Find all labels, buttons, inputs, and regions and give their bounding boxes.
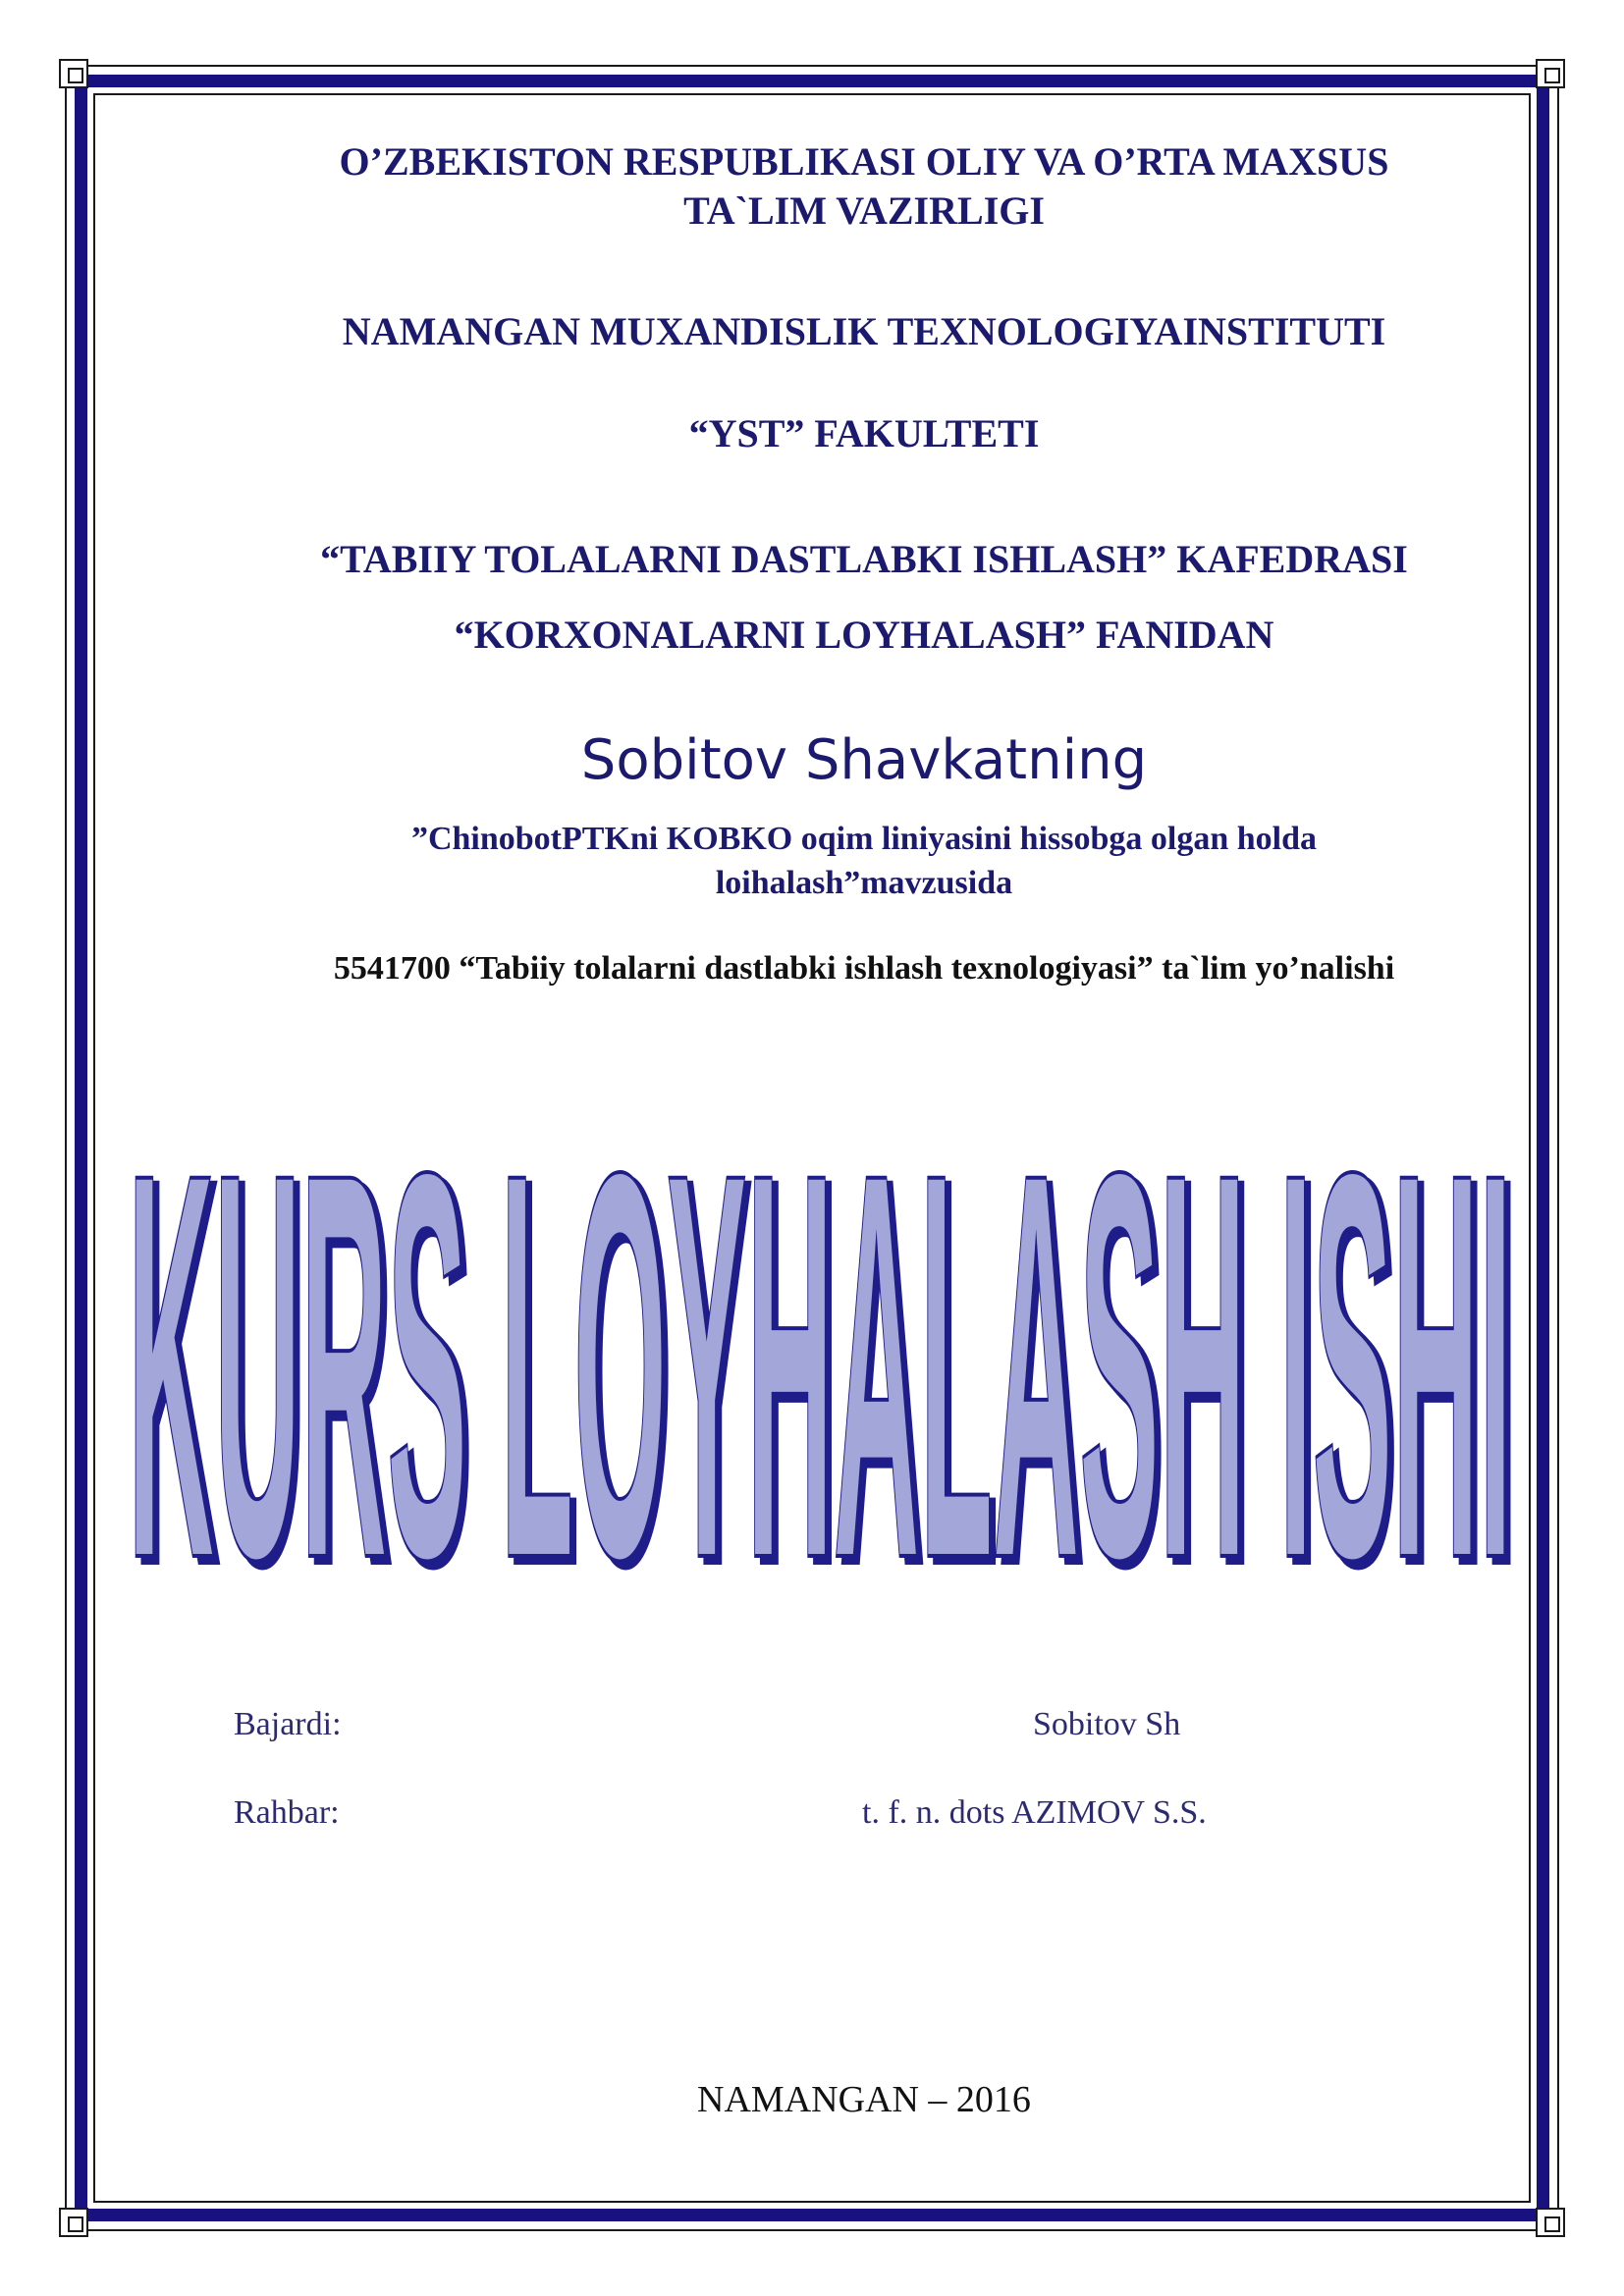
corner-ornament — [1536, 59, 1565, 88]
svg-text:KURS LOYHALASH ISHI: KURS LOYHALASH ISHI — [134, 1064, 1518, 1679]
city-year: NAMANGAN – 2016 — [697, 2079, 1031, 2120]
course-project-title-text: KURS LOYHALASH ISHI — [128, 1058, 1512, 1673]
department-name: “TABIIY TOLALARNI DASTLABKI ISHLASH” KAFEDRASI — [320, 537, 1408, 581]
performed-label: Bajardi: — [234, 1706, 342, 1742]
topic-line-1: ”ChinobotPTKni KOBKO oqim liniyasini hissobga olgan holda — [410, 821, 1318, 857]
student-name: Sobitov Shavkatning — [580, 728, 1148, 792]
corner-ornament — [1536, 2208, 1565, 2237]
topic-line-2: loihalash”mavzusida — [715, 865, 1013, 901]
ministry-line-2: TA`LIM VAZIRLIGI — [683, 188, 1045, 233]
corner-ornament — [59, 2208, 88, 2237]
institute-name: NAMANGAN MUXANDISLIK TEXNOLOGIYAINSTITUTI — [342, 309, 1386, 353]
faculty-name: “YST” FAKULTETI — [688, 411, 1040, 455]
specialty-line: 5541700 “Tabiiy tolalarni dastlabki ishlash texnologiyasi” ta`lim yo’nalishi — [333, 950, 1395, 987]
advisor-name: t. f. n. dots AZIMOV S.S. — [862, 1794, 1207, 1831]
subject-name: “KORXONALARNI LOYHALASH” FANIDAN — [454, 613, 1274, 657]
course-project-title — [118, 1055, 1522, 1679]
corner-ornament — [59, 59, 88, 88]
ministry-line-1: O’ZBEKISTON RESPUBLIKASI OLIY VA O’RTA MAXSUS — [339, 139, 1389, 184]
advisor-label: Rahbar: — [234, 1794, 340, 1831]
performed-by: Sobitov Sh — [1033, 1706, 1181, 1742]
